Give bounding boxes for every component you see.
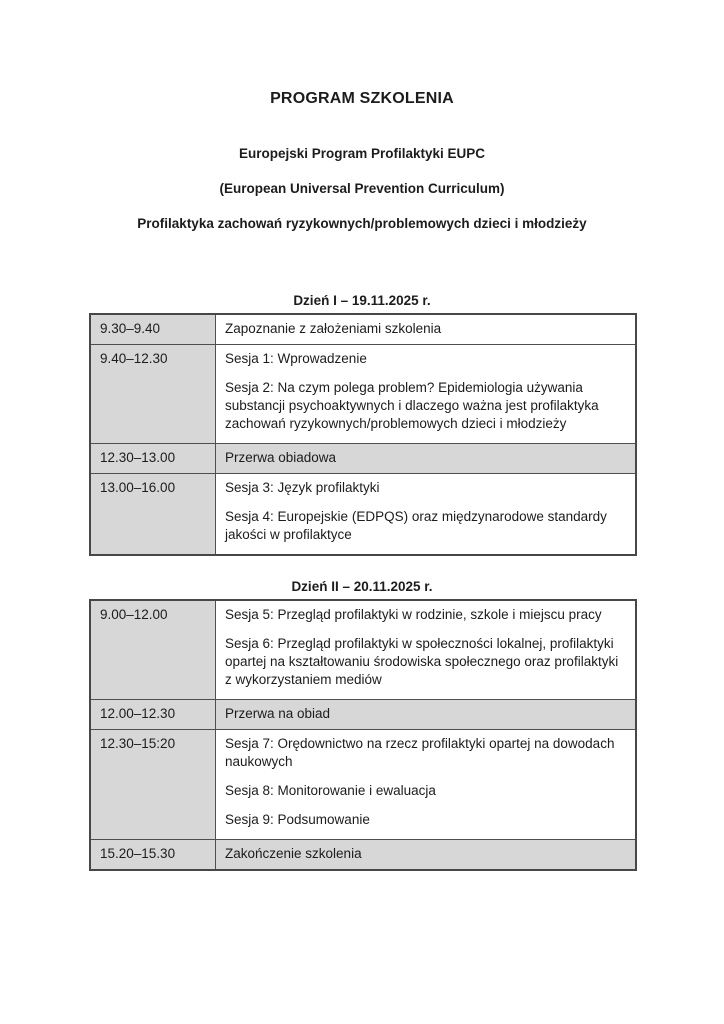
table-row (90, 345, 636, 444)
document-title: PROGRAM SZKOLENIA (270, 90, 454, 107)
session-item: Przerwa na obiad (225, 706, 331, 721)
table-row (90, 474, 636, 556)
content-cell (216, 840, 637, 871)
session-item: Sesja 2: Na czym polega problem? Epidemiologia używania substancji psychoaktywnych i dlaczego ważna jest profilaktyka zachowań ryzykownych/problemowych dzieci i młodzieży (225, 380, 599, 431)
time-cell: 12.30–15:20 (90, 730, 216, 840)
schedule-sections (0, 292, 724, 871)
time-cell: 13.00–16.00 (90, 474, 216, 556)
time-cell: 9.40–12.30 (90, 345, 216, 444)
table-row (90, 600, 636, 700)
table-row (90, 700, 636, 730)
subtitle-program-en: (European Universal Prevention Curriculum) (219, 181, 505, 196)
session-item: Sesja 3: Język profilaktyki (225, 480, 380, 495)
time-cell: 9.30–9.40 (90, 314, 216, 345)
schedule-table (89, 313, 637, 556)
content-cell (216, 600, 637, 700)
time-cell: 9.00–12.00 (90, 600, 216, 700)
table-row (90, 730, 636, 840)
table-row (90, 314, 636, 345)
subtitle-program-pl: Europejski Program Profilaktyki EUPC (238, 146, 486, 161)
session-item: Sesja 9: Podsumowanie (225, 812, 370, 827)
content-cell (216, 730, 637, 840)
session-item: Sesja 1: Wprowadzenie (225, 351, 367, 366)
session-item: Przerwa obiadowa (225, 450, 337, 465)
session-item: Sesja 8: Monitorowanie i ewaluacja (225, 783, 436, 798)
day-heading: Dzień I – 19.11.2025 r. (293, 293, 431, 308)
time-cell: 12.30–13.00 (90, 444, 216, 474)
session-item: Sesja 5: Przegląd profilaktyki w rodzinie, szkole i miejscu pracy (225, 607, 602, 622)
session-item: Zakończenie szkolenia (225, 846, 362, 861)
subtitle-topic: Profilaktyka zachowań ryzykownych/problemowych dzieci i młodzieży (137, 216, 587, 231)
content-cell (216, 700, 637, 730)
content-cell (216, 474, 637, 556)
session-item: Zapoznanie z założeniami szkolenia (225, 321, 442, 336)
session-item: Sesja 7: Orędownictwo na rzecz profilaktyki opartej na dowodach naukowych (225, 736, 615, 769)
session-item: Sesja 6: Przegląd profilaktyki w społeczności lokalnej, profilaktyki opartej na kształtowaniu środowiska społecznego oraz profilaktyki z wykorzystaniem mediów (225, 636, 619, 687)
content-cell (216, 314, 637, 345)
content-cell (216, 444, 637, 474)
schedule-table (89, 599, 637, 871)
table-row (90, 444, 636, 474)
content-cell (216, 345, 637, 444)
day-heading: Dzień II – 20.11.2025 r. (291, 579, 433, 594)
session-item: Sesja 4: Europejskie (EDPQS) oraz międzynarodowe standardy jakości w profilaktyce (225, 509, 607, 542)
time-cell: 15.20–15.30 (90, 840, 216, 871)
time-cell: 12.00–12.30 (90, 700, 216, 730)
table-row (90, 840, 636, 871)
